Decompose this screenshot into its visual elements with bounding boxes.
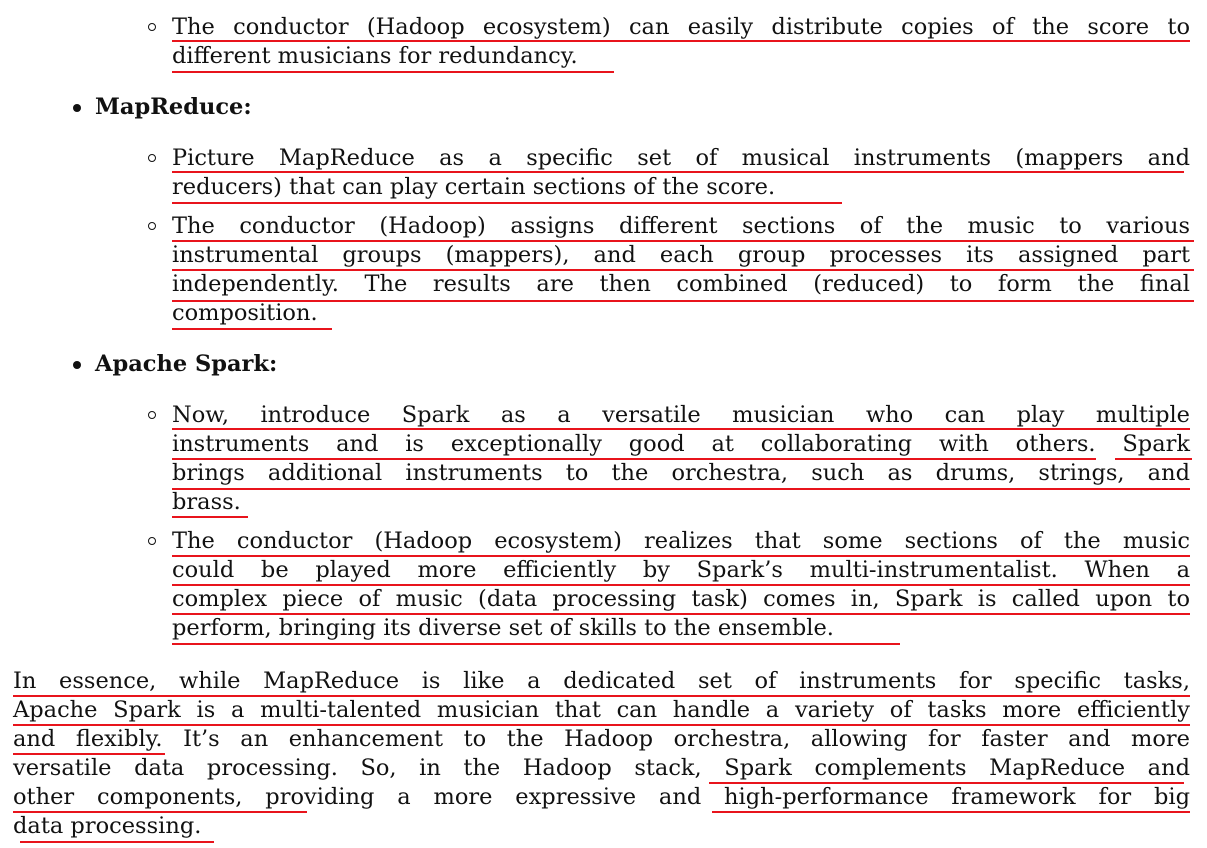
text-line: Picture MapReduce as a specific set of musical instruments (mappers and [172,145,1190,171]
text-line: The conductor (Hadoop ecosystem) realizes that some sections of the music [172,528,1190,554]
text-line: complex piece of music (data processing task) comes in, Spark is called upon to [172,586,1190,612]
text-line: Apache Spark is a multi-talented musician that can handle a variety of tasks more efficiently [13,697,1190,723]
circle-bullet [148,537,156,545]
underline [172,516,248,518]
underline [172,328,332,330]
text-line: Now, introduce Spark as a versatile musician who can play multiple [172,402,1190,428]
text-line: data processing. [13,813,202,839]
text-line: versatile data processing. So, in the Hadoop stack, Spark complements MapReduce and [13,755,1190,781]
circle-bullet [148,154,156,162]
circle-bullet [148,411,156,419]
text-line: different musicians for redundancy. [172,43,578,69]
text-line: In essence, while MapReduce is like a dedicated set of instruments for specific tasks, [13,668,1190,694]
section-heading: Apache Spark: [95,351,278,377]
underline [172,300,1194,302]
text-line: brings additional instruments to the orchestra, such as drums, strings, and [172,460,1190,486]
circle-bullet [148,23,156,31]
circle-bullet [148,222,156,230]
text-line: independently. The results are then combined (reduced) to form the final [172,271,1190,297]
disc-bullet [73,361,81,369]
text-line: The conductor (Hadoop ecosystem) can easily distribute copies of the score to [172,14,1190,40]
text-line: other components, providing a more expressive and high-performance framework for big [13,784,1190,810]
section-heading: MapReduce: [95,94,252,120]
underline [172,71,614,73]
text-line: brass. [172,489,241,515]
underline [20,841,214,843]
text-line: reducers) that can play certain sections of the score. [172,174,776,200]
underline [172,643,900,645]
text-line: and flexibly. It’s an enhancement to the Hadoop orchestra, allowing for faster and more [13,726,1190,752]
text-line: perform, bringing its diverse set of skills to the ensemble. [172,615,834,641]
text-line: instruments and is exceptionally good at collaborating with others. Spark [172,431,1190,457]
text-line: instrumental groups (mappers), and each group processes its assigned part [172,242,1190,268]
disc-bullet [73,104,81,112]
underline [172,488,1190,490]
text-line: could be played more efficiently by Spark’s multi-instrumentalist. When a [172,557,1190,583]
underline [172,202,842,204]
text-line: composition. [172,300,318,326]
underline [712,811,1190,813]
text-line: The conductor (Hadoop) assigns different sections of the music to various [172,213,1190,239]
